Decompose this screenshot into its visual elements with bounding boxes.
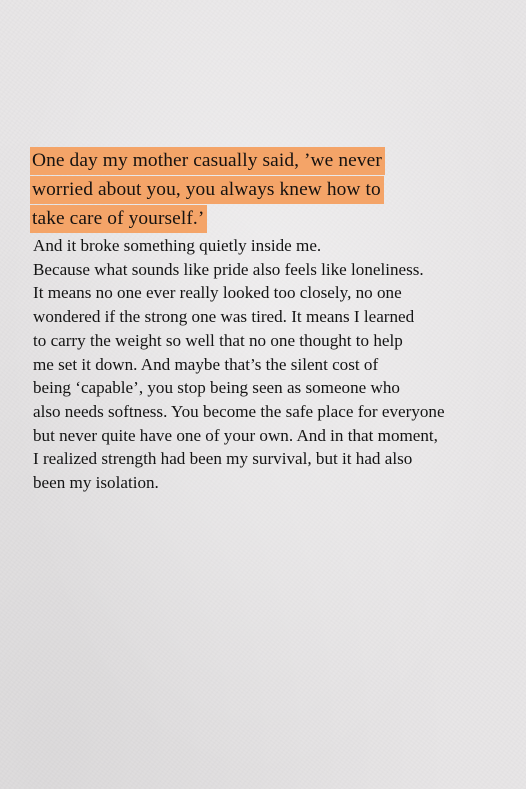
body-line: but never quite have one of your own. And in that moment, [33, 425, 438, 445]
quote-line-text: worried about you, you always knew how to [30, 176, 384, 204]
body-line: to carry the weight so well that no one thought to help [33, 330, 403, 350]
quote-line [30, 205, 500, 233]
quote-line-text: One day my mother casually said, ’we never [30, 147, 385, 175]
quote-line [30, 176, 500, 204]
body-line: I realized strength had been my survival, but it had also [33, 449, 413, 469]
body-line: wondered if the strong one was tired. It means I learned [33, 307, 415, 327]
body-paragraph [33, 234, 513, 495]
body-line: me set it down. And maybe that’s the silent cost of [33, 354, 379, 374]
body-line: It means no one ever really looked too closely, no one [33, 283, 402, 303]
quote-line-text: take care of yourself.’ [30, 205, 207, 233]
body-line: Because what sounds like pride also feels like loneliness. [33, 259, 424, 279]
quote-line [30, 147, 500, 175]
body-line: been my isolation. [33, 473, 159, 493]
body-line: being ‘capable’, you stop being seen as someone who [33, 378, 400, 398]
highlighted-quote [30, 147, 500, 234]
body-line: And it broke something quietly inside me. [33, 236, 322, 255]
body-line: also needs softness. You become the safe place for everyone [33, 401, 445, 421]
